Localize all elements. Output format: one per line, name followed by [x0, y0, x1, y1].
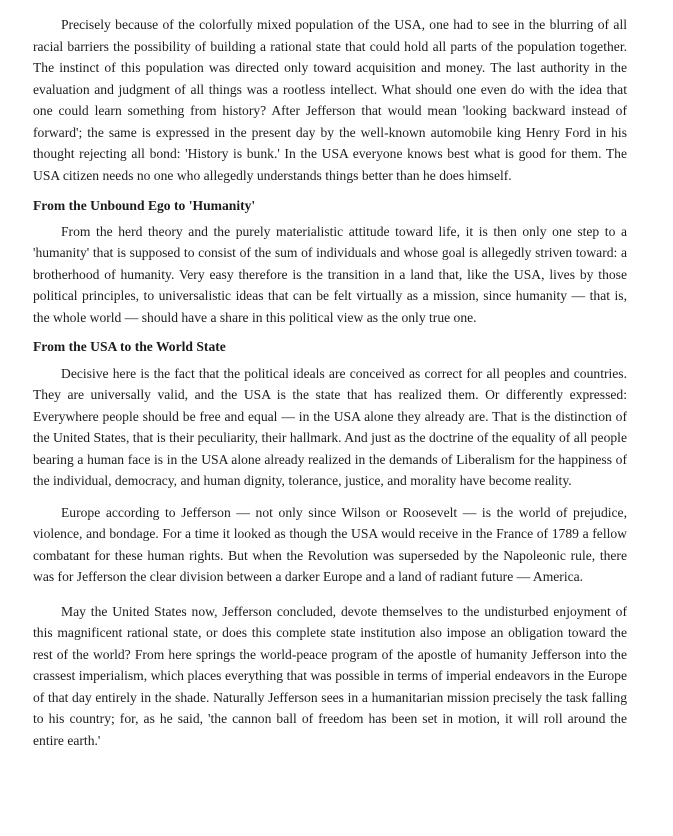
paragraph-racial-barriers: Precisely because of the colorfully mixed population of the USA, one had to see in the blurring of all racial barriers the possibility of building a rational state that could hold all parts of the population together. The instinct of this population was directed only toward acquisition and money. The last authority in the evaluation and judgment of all things was a rootless intellect. What should one even do with the idea that one could learn something from history? After Jefferson that would mean 'looking backward instead of forward'; the same is expressed in the present day by the well-known automobile king Henry Ford in his thought rejecting all bond: 'History is bunk.' In the USA everyone knows best what is good for them. The USA citizen needs no one who allegedly understands things better than he does himself.	[33, 17, 627, 183]
heading-unbound-ego: From the Unbound Ego to 'Humanity'	[33, 198, 256, 213]
paragraph-humanity: From the herd theory and the purely materialistic attitude toward life, it is then only one step to a 'humanity' that is supposed to consist of the sum of individuals and whose goal is allegedly striven toward: a brotherhood of humanity. Very easy therefore is the transition in a land that, like the USA, lives by those political principles, to universalistic ideas that can be felt virtually as a mission, since humanity — that is, the whole world — should have a share in this political view as the only true one.	[33, 223, 627, 325]
heading-world-state: From the USA to the World State	[33, 339, 226, 354]
paragraph-europe-jefferson: Europe according to Jefferson — not only since Wilson or Roosevelt — is the world of prejudice, violence, and bondage. For a time it looked as though the USA would receive in the France of 1789 a fellow combatant for these human rights. But when the Revolution was superseded by the Napoleonic rule, there was for Jefferson the clear division between a darker Europe and a land of radiant future — America.	[33, 504, 627, 584]
paragraph-political-ideals: Decisive here is the fact that the political ideals are conceived as correct for all peoples and countries. They are universally valid, and the USA is the state that has realized them. Or differently expressed: Everywhere people should be free and equal — in the USA alone they already are. That is the distinction of the United States, that is their peculiarity, their hallmark. And just as the doctrine of the equality of all people bearing a human face is in the USA alone already realized in the demands of Liberalism for the happiness of the individual, democracy, and human dignity, tolerance, justice, and morality have become reality.	[33, 365, 627, 488]
paragraph-imperialism: May the United States now, Jefferson concluded, devote themselves to the undisturbed enjoyment of this magnificent rational state, or does this complete state institution also impose an obligation toward the rest of the world? From here springs the world-peace program of the apostle of humanity Jefferson into the crassest imperialism, which places everything that was possible in terms of imperial endeavors in the Europe of that day entirely in the shade. Naturally Jefferson sees in a humanitarian mission precisely the task falling to his country; for, as he said, 'the cannon ball of freedom has been set in motion, it will roll around the entire earth.'	[33, 603, 627, 748]
